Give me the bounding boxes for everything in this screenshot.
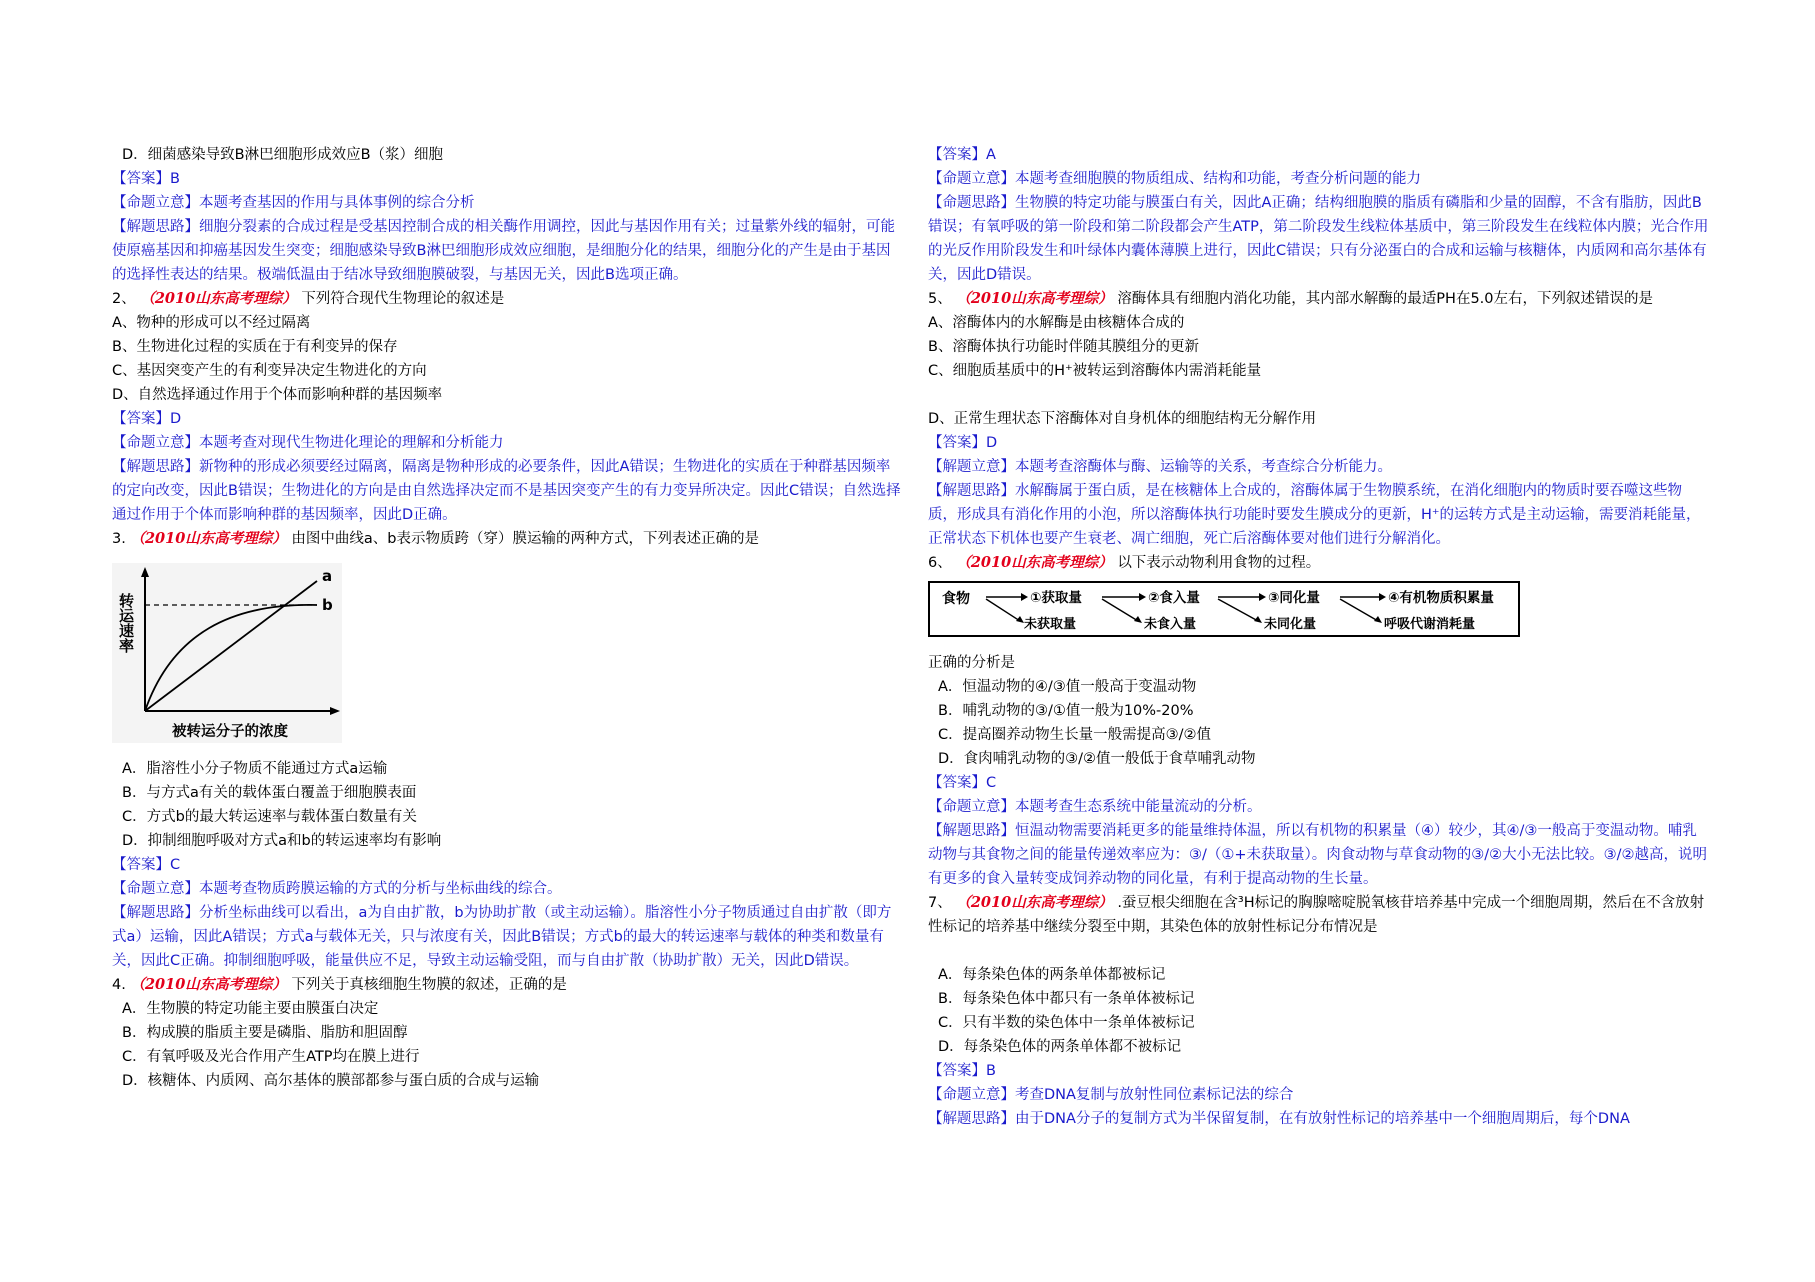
q7-idea: 【解题思路】由于DNA分子的复制方式为半保留复制，在有放射性标记的培养基中一个细胞周期后，每个DNA <box>928 1111 1630 1127</box>
q3-idea: 【解题思路】分析坐标曲线可以看出，a为自由扩散，b为协助扩散（或主动运输）。脂溶性小分子物质通过自由扩散（即方式a）运输，因此A错误；方式a与载体无关，只与浓度有关，因此B错误；方式b的最大的转运速率与载体的种类和数量有关，因此C正确。抑制细胞呼吸，能量供应不足，导致主动运输受阻，而与自由扩散（协助扩散）无关，因此D错误。 <box>112 905 892 969</box>
q4-stem-line <box>112 973 902 997</box>
q2-intent: 【命题立意】本题考查对现代生物进化理论的理解和分析能力 <box>112 435 504 451</box>
q2-option-a: A、物种的形成可以不经过隔离 <box>112 315 311 331</box>
q4-answer: 【答案】A <box>928 147 996 163</box>
node-not-ingested: 未食入量 <box>1144 617 1197 632</box>
q3-number: 3. <box>112 531 126 547</box>
q2-number: 2、 <box>112 291 136 307</box>
q5-answer: 【答案】D <box>928 435 998 451</box>
q5-option-c: C、细胞质基质中的H⁺被转运到溶酶体内需消耗能量 <box>928 363 1262 379</box>
q5-stem-line <box>928 287 1710 311</box>
q4-idea: 【命题思路】生物膜的特定功能与膜蛋白有关，因此A正确；结构细胞膜的脂质有磷脂和少量的固醇，不含有脂肪，因此B错误；有氧呼吸的第一阶段和第二阶段都会产生ATP，第二阶段发生线粒体基质中，第三阶段发生在线粒体内膜；光合作用的光反作用阶段发生和叶绿体内囊体薄膜上进行，因此C错误；只有分泌蛋白的合成和运输与核糖体，内质网和高尔基体有关，因此D错误。 <box>928 195 1709 283</box>
q7-option-c: C．只有半数的染色体中一条单体被标记 <box>938 1015 1195 1031</box>
q6-option-c: C．提高圈养动物生长量一般需提高③/②值 <box>938 727 1212 743</box>
q3-source: （2010山东高考理综） <box>130 530 287 547</box>
q2-source: （2010山东高考理综） <box>140 290 297 307</box>
q3-answer: 【答案】C <box>112 857 181 873</box>
q3-option-a: A．脂溶性小分子物质不能通过方式a运输 <box>122 761 388 777</box>
q4-option-a: A．生物膜的特定功能主要由膜蛋白决定 <box>122 1001 379 1017</box>
q2-option-d: D、自然选择通过作用于个体而影响种群的基因频率 <box>112 387 443 403</box>
q3-stem-line <box>112 527 902 551</box>
q4-intent: 【命题立意】本题考查细胞膜的物质组成、结构和功能，考查分析问题的能力 <box>928 171 1421 187</box>
node-accumulated: ④有机物质积累量 <box>1388 590 1494 606</box>
q4-option-b: B．构成膜的脂质主要是磷脂、脂肪和胆固醇 <box>122 1025 408 1041</box>
q7-stem-line <box>928 891 1710 939</box>
blank-line <box>928 383 1710 407</box>
q2-stem: 下列符合现代生物理论的叙述是 <box>301 291 505 307</box>
q3-stem: 由图中曲线a、b表示物质跨（穿）膜运输的两种方式，下列表述正确的是 <box>291 531 760 547</box>
q5-option-a: A、溶酶体内的水解酶是由核糖体合成的 <box>928 315 1185 331</box>
q6-intent: 【命题立意】本题考查生态系统中能量流动的分析。 <box>928 799 1262 815</box>
q7-answer: 【答案】B <box>928 1063 996 1079</box>
left-column <box>112 143 902 1093</box>
curve-a-label: a <box>322 567 333 585</box>
q2-stem-line <box>112 287 902 311</box>
node-assimilated: ③同化量 <box>1268 590 1320 606</box>
q6-source: （2010山东高考理综） <box>956 554 1113 571</box>
y-axis-label: 转运速率 <box>117 593 135 653</box>
q7-option-b: B．每条染色体中都只有一条单体被标记 <box>938 991 1195 1007</box>
node-ingested: ②食入量 <box>1148 590 1200 606</box>
q3-option-c: C．方式b的最大转运速率与载体蛋白数量有关 <box>122 809 417 825</box>
q2-idea: 【解题思路】新物种的形成必须要经过隔离，隔离是物种形成的必要条件，因此A错误；生物进化的实质在于种群基因频率的定向改变，因此B错误；生物进化的方向是由自然选择决定而不是基因突变产生的有力变异所决定。因此C错误；自然选择通过作用于个体而影响种群的基因频率，因此D正确。 <box>112 459 901 523</box>
q4-stem: 下列关于真核细胞生物膜的叙述，正确的是 <box>291 977 567 993</box>
blank-line <box>928 939 1710 963</box>
q5-option-d: D、正常生理状态下溶酶体对自身机体的细胞结构无分解作用 <box>928 411 1317 427</box>
q7-number: 7、 <box>928 895 952 911</box>
q1-idea: 【解题思路】细胞分裂素的合成过程是受基因控制合成的相关酶作用调控，因此与基因作用有关；过量紫外线的辐射，可能使原癌基因和抑癌基因发生突变；细胞感染导致B淋巴细胞形成效应细胞，是细胞分化的结果，细胞分化的产生是由于基因的选择性表达的结果。极端低温由于结冰导致细胞膜破裂，与基因无关，因此B选项正确。 <box>112 219 895 283</box>
q2-answer: 【答案】D <box>112 411 182 427</box>
q6-lead: 正确的分析是 <box>928 655 1015 671</box>
q7-option-a: A．每条染色体的两条单体都被标记 <box>938 967 1166 983</box>
q5-intent: 【解题立意】本题考查溶酶体与酶、运输等的关系，考查综合分析能力。 <box>928 459 1392 475</box>
q6-stem: 以下表示动物利用食物的过程。 <box>1117 555 1321 571</box>
q5-source: （2010山东高考理综） <box>956 290 1113 307</box>
node-obtained: ①获取量 <box>1030 590 1082 606</box>
q5-stem: 溶酶体具有细胞内消化功能，其内部水解酶的最适PH在5.0左右，下列叙述错误的是 <box>1117 291 1654 307</box>
q2-option-b: B、生物进化过程的实质在于有利变异的保存 <box>112 339 398 355</box>
q6-option-d: D．食肉哺乳动物的③/②值一般低于食草哺乳动物 <box>938 751 1256 767</box>
node-food: 食物 <box>942 591 970 607</box>
node-respiration: 呼吸代谢消耗量 <box>1384 617 1476 632</box>
q6-answer: 【答案】C <box>928 775 997 791</box>
q7-option-d: D．每条染色体的两条单体都不被标记 <box>938 1039 1182 1055</box>
node-not-assimilated: 未同化量 <box>1264 617 1317 632</box>
q7-intent: 【命题立意】考查DNA复制与放射性同位素标记法的综合 <box>928 1087 1294 1103</box>
q4-option-c: C．有氧呼吸及光合作用产生ATP均在膜上进行 <box>122 1049 420 1065</box>
q4-number: 4. <box>112 977 126 993</box>
q7-source: （2010山东高考理综） <box>956 894 1113 911</box>
right-column <box>928 143 1710 1131</box>
q6-idea: 【解题思路】恒温动物需要消耗更多的能量维持体温，所以有机物的积累量（④）较少，其④/③一般高于变温动物。哺乳动物与其食物之间的能量传递效率应为：③/（①+未获取量）。肉食动物与草食动物的③/②大小无法比较。③/②越高，说明有更多的食入量转变成饲养动物的同化量，有利于提高动物的生长量。 <box>928 823 1708 887</box>
q2-option-c: C、基因突变产生的有利变异决定生物进化的方向 <box>112 363 427 379</box>
q5-idea: 【解题思路】水解酶属于蛋白质，是在核糖体上合成的，溶酶体属于生物膜系统，在消化细胞内的物质时要吞噬这些物质，形成具有消化作用的小泡，所以溶酶体执行功能时要发生膜成分的更新，H⁺的运转方式是主动运输，需要消耗能量，正常状态下机体也要产生衰老、凋亡细胞，死亡后溶酶体要对他们进行分解消化。 <box>928 483 1701 547</box>
food-flow-diagram <box>928 581 1520 637</box>
q3-option-d: D．抑制细胞呼吸对方式a和b的转运速率均有影响 <box>122 833 442 849</box>
q1-answer: 【答案】B <box>112 171 180 187</box>
q1-option-d: D．细菌感染导致B淋巴细胞形成效应B（浆）细胞 <box>122 147 444 163</box>
q6-stem-line <box>928 551 1710 575</box>
q1-intent: 【命题立意】本题考查基因的作用与具体事例的综合分析 <box>112 195 475 211</box>
q6-option-a: A．恒温动物的④/③值一般高于变温动物 <box>938 679 1197 695</box>
q3-intent: 【命题立意】本题考查物质跨膜运输的方式的分析与坐标曲线的综合。 <box>112 881 562 897</box>
q6-option-b: B．哺乳动物的③/①值一般为10%-20% <box>938 703 1194 719</box>
transport-curve-figure <box>112 563 342 743</box>
q4-option-d: D．核糖体、内质网、高尔基体的膜部都参与蛋白质的合成与运输 <box>122 1073 540 1089</box>
q3-option-b: B．与方式a有关的载体蛋白覆盖于细胞膜表面 <box>122 785 417 801</box>
curve-b-label: b <box>322 596 333 614</box>
q7-stem: .蚕豆根尖细胞在含³H标记的胸腺嘧啶脱氧核苷培养基中完成一个细胞周期，然后在不含放射性标记的培养基中继续分裂至中期，其染色体的放射性标记分布情况是 <box>928 895 1705 935</box>
q6-number: 6、 <box>928 555 952 571</box>
q4-source: （2010山东高考理综） <box>130 976 287 993</box>
node-not-obtained: 未获取量 <box>1024 617 1077 632</box>
q5-number: 5、 <box>928 291 952 307</box>
q5-option-b: B、溶酶体执行功能时伴随其膜组分的更新 <box>928 339 1199 355</box>
x-axis-label: 被转运分子的浓度 <box>172 724 288 740</box>
